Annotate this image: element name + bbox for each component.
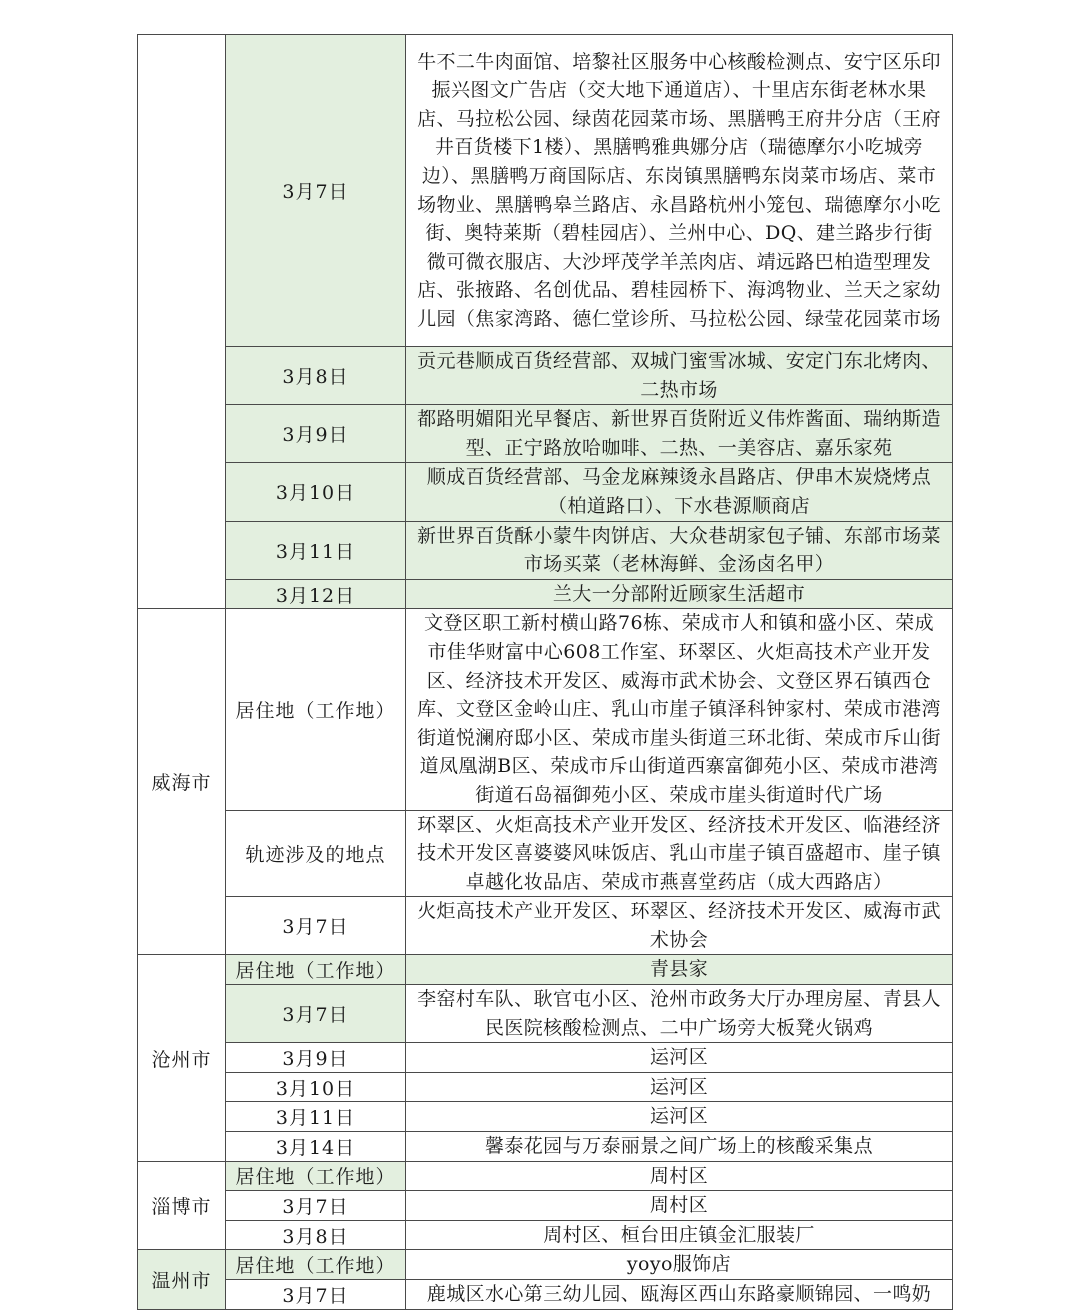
- city-cell: 威海市: [138, 609, 226, 955]
- places-cell: 青县家: [406, 955, 953, 985]
- table-row: [138, 521, 953, 579]
- date-cell: 3月7日: [226, 1280, 406, 1310]
- date-cell: 3月7日: [226, 35, 406, 347]
- table-row: [138, 810, 953, 897]
- date-cell: 3月11日: [226, 1102, 406, 1132]
- table-row: [138, 1043, 953, 1073]
- places-cell: 火炬高技术产业开发区、环翠区、经济技术开发区、威海市武术协会: [406, 897, 953, 955]
- places-cell: 环翠区、火炬高技术产业开发区、经济技术开发区、临港经济技术开发区喜婆婆风味饭店、乳山市崖子镇百盛超市、崖子镇卓越化妆品店、荣成市燕喜堂药店（成大西路店）: [406, 810, 953, 897]
- city-cell: 温州市: [138, 1250, 226, 1309]
- table-row: [138, 35, 953, 347]
- date-cell: 3月7日: [226, 1191, 406, 1221]
- table-row: [138, 1191, 953, 1221]
- table-row: [138, 897, 953, 955]
- date-cell: 3月10日: [226, 1072, 406, 1102]
- date-cell: 3月11日: [226, 521, 406, 579]
- places-cell: 周村区: [406, 1191, 953, 1221]
- places-cell: 运河区: [406, 1043, 953, 1073]
- places-cell: 新世界百货酥小蒙牛肉饼店、大众巷胡家包子铺、东部市场菜市场买菜（老林海鲜、金汤卤名甲）: [406, 521, 953, 579]
- table-row: [138, 1220, 953, 1250]
- date-cell: 3月7日: [226, 897, 406, 955]
- table-row: [138, 579, 953, 609]
- places-cell: 运河区: [406, 1102, 953, 1132]
- date-cell: 3月12日: [226, 579, 406, 609]
- places-cell: 都路明媚阳光早餐店、新世界百货附近义伟炸酱面、瑞纳斯造型、正宁路放哈咖啡、二热、一美容店、嘉乐家苑: [406, 405, 953, 463]
- table-row: [138, 609, 953, 810]
- places-cell: 周村区、桓台田庄镇金汇服装厂: [406, 1220, 953, 1250]
- table-row: [138, 1132, 953, 1162]
- table-row: [138, 463, 953, 521]
- date-cell: 居住地（工作地）: [226, 1250, 406, 1280]
- places-cell: 鹿城区水心第三幼儿园、瓯海区西山东路豪顺锦园、一鸣奶: [406, 1280, 953, 1310]
- places-cell: 李窑村车队、耿官屯小区、沧州市政务大厅办理房屋、青县人民医院核酸检测点、二中广场旁大板凳火锅鸡: [406, 985, 953, 1043]
- date-cell: 居住地（工作地）: [226, 955, 406, 985]
- table-row: [138, 1161, 953, 1191]
- date-cell: 3月9日: [226, 1043, 406, 1073]
- itinerary-table-container: [137, 34, 952, 1310]
- date-cell: 轨迹涉及的地点: [226, 810, 406, 897]
- date-cell: 3月8日: [226, 1220, 406, 1250]
- table-row: [138, 1250, 953, 1280]
- date-cell: 居住地（工作地）: [226, 1161, 406, 1191]
- places-cell: 运河区: [406, 1072, 953, 1102]
- places-cell: 贡元巷顺成百货经营部、双城门蜜雪冰城、安定门东北烤肉、二热市场: [406, 347, 953, 405]
- date-cell: 3月8日: [226, 347, 406, 405]
- places-cell: 周村区: [406, 1161, 953, 1191]
- places-cell: 文登区职工新村横山路76栋、荣成市人和镇和盛小区、荣成市佳华财富中心608工作室、环翠区、火炬高技术产业开发区、经济技术开发区、威海市武术协会、文登区界石镇西仓库、文登区金岭山庄、乳山市崖子镇泽科钟家村、荣成市港湾街道悦澜府邸小区、荣成市崖头街道三环北街、荣成市斥山街道凤凰湖B区、荣成市斥山街道西寨富御苑小区、荣成市港湾街道石岛福御苑小区、荣成市崖头街道时代广场: [406, 609, 953, 810]
- table-row: [138, 985, 953, 1043]
- table-row: [138, 405, 953, 463]
- itinerary-table: [137, 34, 953, 1310]
- table-row: [138, 955, 953, 985]
- table-row: [138, 1102, 953, 1132]
- places-cell: yoyo服饰店: [406, 1250, 953, 1280]
- date-cell: 居住地（工作地）: [226, 609, 406, 810]
- table-row: [138, 1072, 953, 1102]
- date-cell: 3月9日: [226, 405, 406, 463]
- city-cell: [138, 35, 226, 609]
- places-cell: 兰大一分部附近顾家生活超市: [406, 579, 953, 609]
- table-row: [138, 347, 953, 405]
- table-row: [138, 1280, 953, 1310]
- places-cell: 顺成百货经营部、马金龙麻辣烫永昌路店、伊串木炭烧烤点（柏道路口）、下水巷源顺商店: [406, 463, 953, 521]
- date-cell: 3月10日: [226, 463, 406, 521]
- city-cell: 沧州市: [138, 955, 226, 1161]
- places-cell: 牛不二牛肉面馆、培黎社区服务中心核酸检测点、安宁区乐印振兴图文广告店（交大地下通道店）、十里店东街老林水果店、马拉松公园、绿茵花园菜市场、黑膳鸭王府井分店（王府井百货楼下1楼）、黑膳鸭雅典娜分店（瑞德摩尔小吃城旁边）、黑膳鸭万商国际店、东岗镇黑膳鸭东岗菜市场店、菜市场物业、黑膳鸭皋兰路店、永昌路杭州小笼包、瑞德摩尔小吃街、奥特莱斯（碧桂园店）、兰州中心、DQ、建兰路步行街微可微衣服店、大沙坪茂学羊羔肉店、靖远路巴柏造型理发店、张掖路、名创优品、碧桂园桥下、海鸿物业、兰天之家幼儿园（焦家湾路、德仁堂诊所、马拉松公园、绿莹花园菜市场: [406, 35, 953, 347]
- city-cell: 淄博市: [138, 1161, 226, 1250]
- places-cell: 馨泰花园与万泰丽景之间广场上的核酸采集点: [406, 1132, 953, 1162]
- date-cell: 3月7日: [226, 985, 406, 1043]
- date-cell: 3月14日: [226, 1132, 406, 1162]
